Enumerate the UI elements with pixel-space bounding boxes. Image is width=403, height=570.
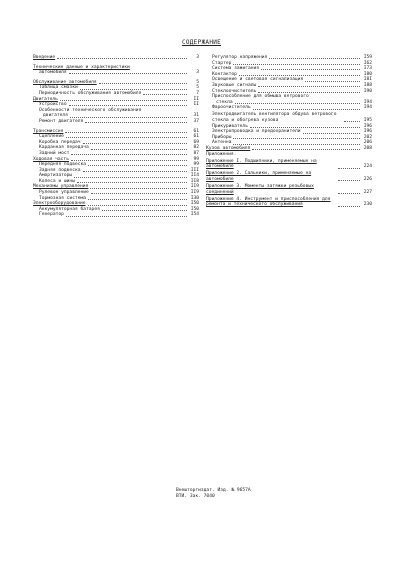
toc-entry xyxy=(206,105,372,111)
dot-leader xyxy=(143,94,187,95)
dot-leader xyxy=(344,121,360,122)
dot-leader xyxy=(60,100,187,101)
toc-entry xyxy=(206,171,372,182)
toc-entry-page: 99 xyxy=(193,162,199,168)
dot-leader xyxy=(71,154,187,155)
toc-entry-title: Контактор xyxy=(212,71,237,77)
dot-leader xyxy=(90,188,187,189)
toc-entry-page: I50 xyxy=(190,206,199,212)
toc-entry-title: Задняя подвеска xyxy=(39,167,81,173)
toc-entry-page: 226 xyxy=(363,176,372,182)
toc-entry-page: I96 xyxy=(363,123,372,129)
dot-leader xyxy=(253,109,360,110)
toc-entry-title: двигателя xyxy=(43,113,68,119)
toc-entry-title: Фароочиститель xyxy=(212,105,251,111)
toc-entry-page: 206 xyxy=(363,140,372,146)
dot-leader xyxy=(88,165,187,166)
imprint-line-2: ВТИ. Зак. 7040 xyxy=(176,494,215,500)
dot-leader xyxy=(338,193,360,194)
toc-entry-page: I50 xyxy=(190,201,199,207)
toc-entry-title: Периодичность обслуживания автомобиля xyxy=(39,90,142,96)
dot-leader xyxy=(239,75,360,76)
dot-leader xyxy=(69,73,187,74)
toc-entry-title: Электрооборудование xyxy=(33,201,86,207)
toc-entry-title: Задний мост xyxy=(39,150,70,156)
toc-entry-page: 5 xyxy=(196,79,199,85)
toc-entry-title: автомобиля xyxy=(39,70,67,76)
toc-entry-title: Электропроводка и предохранители xyxy=(212,129,301,135)
dot-leader xyxy=(258,86,360,87)
toc-entry-title: Аккумуляторная батарея xyxy=(39,206,100,212)
toc-entry-title: Ходовая часть xyxy=(33,156,69,162)
dot-leader xyxy=(269,58,360,59)
toc-entry-page: 82 xyxy=(193,145,199,151)
toc-entry-title: Прикуриватель xyxy=(212,123,248,129)
dot-leader xyxy=(233,138,360,139)
toc-entry-title: Приборы xyxy=(212,134,232,140)
toc-entry xyxy=(206,152,372,158)
dot-leader xyxy=(66,216,187,217)
toc-entry-title: Сцепление xyxy=(39,134,64,140)
toc-entry-page: 208 xyxy=(363,146,372,151)
toc-entry-title: Особенности технического обслуживания xyxy=(39,107,142,113)
toc-entry-title: Приложение 3. Моменты затяжки резьбовых соединений xyxy=(206,184,314,195)
imprint-line-1: Внешторгиздат. Изд. № 9657А xyxy=(176,488,251,493)
dot-leader xyxy=(83,171,188,172)
toc-entry xyxy=(33,212,199,218)
toc-entry xyxy=(206,184,372,195)
toc-entry-page: 5 xyxy=(196,85,199,91)
dot-leader xyxy=(80,89,187,90)
toc-entry-page: I95 xyxy=(363,118,372,124)
dot-leader xyxy=(57,58,187,59)
toc-entry xyxy=(33,119,199,125)
toc-entry-page: 230 xyxy=(363,202,372,208)
dot-leader xyxy=(88,199,187,200)
toc-entry-title: Обслуживание автомобиля xyxy=(33,79,97,85)
toc-entry-page: 37 xyxy=(193,118,199,124)
dot-leader xyxy=(261,69,360,70)
toc-entry-page: 99 xyxy=(193,156,199,162)
toc-entry-page: III xyxy=(190,167,199,173)
toc-entry-title: Технические данные и характеристики xyxy=(33,64,130,70)
dot-leader xyxy=(77,182,187,183)
dot-leader xyxy=(102,210,187,211)
toc-entry-title: Генератор xyxy=(39,212,64,218)
toc-entry-title: Карданная передача xyxy=(39,145,89,151)
toc-entry-title: Трансмиссия xyxy=(33,128,64,134)
toc-entry-page: 61 xyxy=(193,134,199,140)
toc-entry-page: I80 xyxy=(363,71,372,77)
dot-leader xyxy=(252,149,360,150)
dot-leader xyxy=(250,127,360,128)
imprint xyxy=(176,488,251,500)
dot-leader xyxy=(85,122,187,123)
dot-leader xyxy=(235,103,360,104)
page-title: СОДЕРЖАНИЕ xyxy=(181,39,222,46)
toc-entry-page: I30 xyxy=(190,195,199,201)
toc-entry-page: 69 xyxy=(193,139,199,145)
toc-column-right xyxy=(206,55,372,208)
dot-leader xyxy=(71,160,187,161)
toc-entry-title: Введение xyxy=(33,55,56,60)
dot-leader xyxy=(83,143,188,144)
toc-entry-title: Регулятор напряжения xyxy=(212,55,268,60)
dot-leader xyxy=(65,132,187,133)
dot-leader xyxy=(91,149,187,150)
toc-entry-title: Рулевое управление xyxy=(39,190,89,196)
dot-leader xyxy=(88,205,187,206)
dot-leader xyxy=(74,177,187,178)
toc-entry-title: стекла xyxy=(216,99,233,105)
dot-leader xyxy=(91,193,187,194)
dot-leader xyxy=(233,144,360,145)
toc-entry xyxy=(206,112,372,123)
toc-entry-title: Амортизаторы xyxy=(39,173,73,179)
toc-entry-page: II xyxy=(193,102,199,108)
dot-leader xyxy=(99,83,187,84)
toc-entry-page: 202 xyxy=(363,134,372,140)
toc-entry-title: Устройство xyxy=(39,102,67,108)
toc-entry xyxy=(206,159,372,170)
dot-leader xyxy=(66,137,187,138)
toc-entry-title: Звуковые сигналы xyxy=(212,82,257,88)
toc-entry-page: II4 xyxy=(190,173,199,179)
toc-entry-page: II8 xyxy=(190,178,199,184)
toc-entry-page: II9 xyxy=(190,184,199,190)
toc-entry xyxy=(206,197,372,208)
toc-entry xyxy=(33,55,199,61)
toc-entry-title: Приложение I. Подшипники, применяемые на автомобиле xyxy=(206,158,317,170)
toc-entry-title: Тормозная система xyxy=(39,195,87,201)
toc-entry-title: Коробка передач xyxy=(39,139,81,145)
toc-entry-page: I62 xyxy=(363,60,372,66)
toc-entry-page: 3 xyxy=(196,70,199,76)
toc-entry-page: I94 xyxy=(363,105,372,111)
dot-leader xyxy=(338,206,360,207)
dot-leader xyxy=(303,133,360,134)
toc-entry-title: Таблица смазки xyxy=(39,85,78,91)
dot-leader xyxy=(233,64,360,65)
toc-entry-page: I54 xyxy=(190,212,199,218)
toc-entry xyxy=(33,70,199,76)
toc-entry-page: I59 xyxy=(363,55,372,60)
toc-entry-page: I73 xyxy=(363,66,372,72)
dot-leader xyxy=(338,180,360,181)
toc-entry-title: Стартер xyxy=(212,60,232,66)
toc-entry-page: 61 xyxy=(193,128,199,134)
toc-entry-title: Приложения. xyxy=(206,151,237,157)
toc-entry-title: Стеклоочиститель xyxy=(212,88,257,94)
dot-leader xyxy=(258,92,360,93)
toc-entry-page: II9 xyxy=(190,190,199,196)
toc-entry-page: 87 xyxy=(193,150,199,156)
dot-leader xyxy=(69,105,187,106)
dot-leader xyxy=(70,117,187,118)
toc-entry-title: Двигатель xyxy=(33,96,58,102)
toc-entry-page: 31 xyxy=(193,113,199,119)
toc-entry-page: I94 xyxy=(363,99,372,105)
toc-entry-title: Кузов автомобиля xyxy=(206,146,251,151)
toc-entry-title: Электродвигатель вентилятора обдува ветрового стекла и обогрева кузова xyxy=(212,112,337,124)
toc-entry-page: 7 xyxy=(196,90,199,96)
toc-entry-page: 3 xyxy=(196,55,199,60)
dot-leader xyxy=(338,168,360,169)
toc-entry-page: I8I xyxy=(363,77,372,83)
toc-entry-page: 224 xyxy=(363,164,372,170)
toc-entry-title: Передняя подвеска xyxy=(39,162,87,168)
toc-entry-page: 227 xyxy=(363,189,372,195)
toc-entry-page: I88 xyxy=(363,82,372,88)
toc-entry-title: Приложение 4. Инструмент и приспособления для ремонта и технического обслуживания xyxy=(206,196,331,208)
toc-entry-title: Приложение 2. Сальники, применяемые на автомобиле xyxy=(206,171,312,182)
toc-column-left xyxy=(33,55,199,218)
toc-entry-page: II xyxy=(193,96,199,102)
toc-entry-title: Механизмы управления xyxy=(33,184,89,190)
dot-leader xyxy=(305,81,360,82)
toc-entry-page: I90 xyxy=(363,88,372,94)
toc-entry-title: Колеса и шины xyxy=(39,178,75,184)
toc-entry-title: Антенна xyxy=(212,140,232,146)
toc-entry-title: Система зажигания xyxy=(212,66,260,72)
toc-entry-page: I96 xyxy=(363,129,372,135)
toc-entry-title: Ремонт двигателя xyxy=(39,118,84,124)
toc-entry-title: Освещение и световая сигнализация xyxy=(212,77,304,83)
toc-entry-title: Приспособление для обмыва ветрового xyxy=(212,94,309,100)
